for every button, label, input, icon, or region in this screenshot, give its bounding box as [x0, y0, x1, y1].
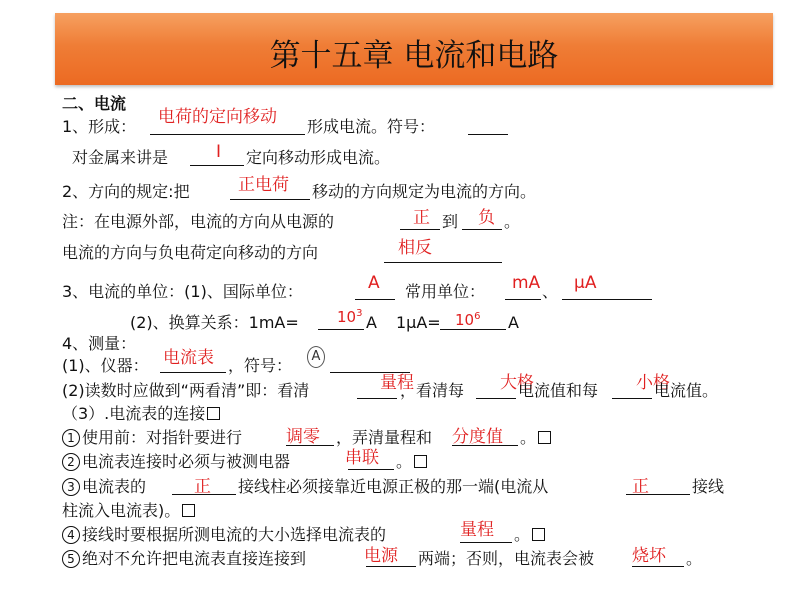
q16-label: 4 接线时要根据所测电流的大小选择电流表的: [62, 525, 386, 545]
q10-mid: 电流值和每: [518, 381, 599, 400]
answer-symbol: I: [216, 142, 222, 162]
q2-blank: [190, 165, 244, 166]
q2-text: 定向移动形成电流。: [246, 148, 391, 167]
q6-sep: 、: [542, 282, 559, 301]
q6-common: 常用单位：: [405, 282, 486, 301]
q3-blank: [230, 199, 310, 200]
answer-ammeter: 电流表: [163, 348, 214, 368]
q6-label: 3、电流的单位：(1)、国际单位：: [62, 282, 303, 301]
q10-blank-3: [612, 398, 652, 399]
q7-ua: 1μA=: [396, 313, 441, 332]
answer-division-value: 分度值: [452, 427, 503, 447]
q12-end: 。: [520, 428, 551, 448]
answer-direction: 正电荷: [238, 175, 289, 195]
q10-each: ，看清每: [400, 381, 465, 400]
circled-number-icon: 5: [62, 550, 80, 568]
answer-si-unit: A: [368, 273, 380, 293]
checkbox-icon: [414, 455, 427, 468]
q4-blank-2: [462, 229, 502, 230]
answer-opposite: 相反: [398, 238, 432, 258]
answer-ma: mA: [512, 273, 541, 293]
q3-text: 移动的方向规定为电流的方向。: [312, 182, 537, 201]
q8-label: 4、测量：: [62, 334, 137, 353]
q9-blank-1: [160, 372, 226, 373]
answer-positive: 正: [413, 208, 430, 228]
answer-big-division: 大格: [500, 373, 534, 393]
answer-ua: μA: [574, 273, 597, 293]
ammeter-symbol-icon: A: [307, 346, 325, 368]
q7-label: (2)、换算关系：1mA=: [130, 313, 299, 332]
q17-blank-2: [632, 566, 684, 567]
q14-end: 接线: [692, 477, 725, 496]
symbol-blank: [468, 134, 508, 135]
q7-unit-1: A: [366, 313, 377, 332]
section-heading: 二、电流: [62, 94, 127, 113]
circled-number-icon: 3: [62, 478, 80, 496]
answer-power-source: 电源: [364, 546, 398, 566]
answer-ma-conversion: $10^3$: [337, 308, 363, 326]
answer-range: 量程: [380, 373, 414, 393]
q4-to: 到: [442, 212, 459, 231]
q13-blank: [348, 469, 394, 470]
q9-label: (1)、仪器：: [62, 356, 149, 375]
answer-small-division: 小格: [636, 373, 670, 393]
answer-series: 串联: [345, 448, 379, 468]
q1-text: 形成电流。符号：: [307, 117, 436, 136]
q15-label: 柱流入电流表)。: [62, 501, 195, 521]
q17-label: 5 绝对不允许把电流表直接连接到: [62, 549, 306, 569]
q4-label: 注：在电源外部，电流的方向从电源的: [62, 212, 335, 231]
q10-end: 电流值。: [654, 381, 719, 400]
answer-positive-inflow: 正: [632, 477, 649, 497]
q17-end: 。: [686, 549, 703, 568]
q13-label: 2 电流表连接时必须与被测电器: [62, 452, 290, 472]
q16-end: 。: [514, 525, 545, 545]
answer-burn-out: 烧坏: [632, 546, 666, 566]
q4-end: 。: [504, 212, 521, 231]
checkbox-icon: [538, 431, 551, 444]
q16-blank: [460, 542, 512, 543]
q3-label: 2、方向的规定:把: [62, 182, 190, 201]
answer-ua-conversion: $10^6$: [455, 311, 481, 329]
q6-blank-3: [562, 299, 652, 300]
checkbox-icon: [532, 528, 545, 541]
q17-blank-1: [366, 566, 416, 567]
page-title: 第十五章 电流和电路: [269, 38, 559, 74]
q10-blank-2: [476, 398, 516, 399]
title-banner: [55, 13, 773, 85]
q12-text: ，弄清量程和: [336, 428, 433, 447]
q14-text: 接线柱必须接靠近电源正极的那一端(电流从: [238, 477, 549, 496]
q6-blank-2: [505, 299, 541, 300]
q11-label: （3）.电流表的连接: [62, 404, 220, 424]
q9-symbol: ，符号：: [228, 356, 293, 375]
circled-number-icon: 2: [62, 453, 80, 471]
answer-positive-terminal: 正: [194, 477, 211, 497]
q1-label: 1、形成：: [62, 117, 137, 136]
q6-blank-1: [355, 299, 395, 300]
q1-blank: [150, 134, 305, 135]
q7-blank-1: [318, 329, 364, 330]
answer-range-select: 量程: [460, 520, 494, 540]
circled-number-icon: 4: [62, 526, 80, 544]
answer-formation: 电荷的定向移动: [158, 107, 277, 127]
q12-label: 1 使用前：对指针要进行: [62, 428, 242, 448]
q10-blank-1: [357, 398, 397, 399]
answer-zero-adjust: 调零: [286, 427, 320, 447]
q4-blank-1: [400, 229, 440, 230]
q2-label: 对金属来讲是: [72, 148, 169, 167]
q14-label: 3 电流表的: [62, 477, 146, 497]
answer-negative: 负: [478, 208, 495, 228]
checkbox-icon: [182, 504, 195, 517]
q5-label: 电流的方向与负电荷定向移动的方向: [62, 243, 319, 262]
checkbox-icon: [207, 407, 220, 420]
q10-label: (2)读数时应做到“两看清”即：看清: [62, 381, 310, 400]
circled-number-icon: 1: [62, 429, 80, 447]
q5-blank: [384, 262, 502, 263]
q7-unit-2: A: [508, 313, 519, 332]
q13-end: 。: [396, 452, 427, 472]
q17-text: 两端；否则，电流表会被: [418, 549, 595, 568]
